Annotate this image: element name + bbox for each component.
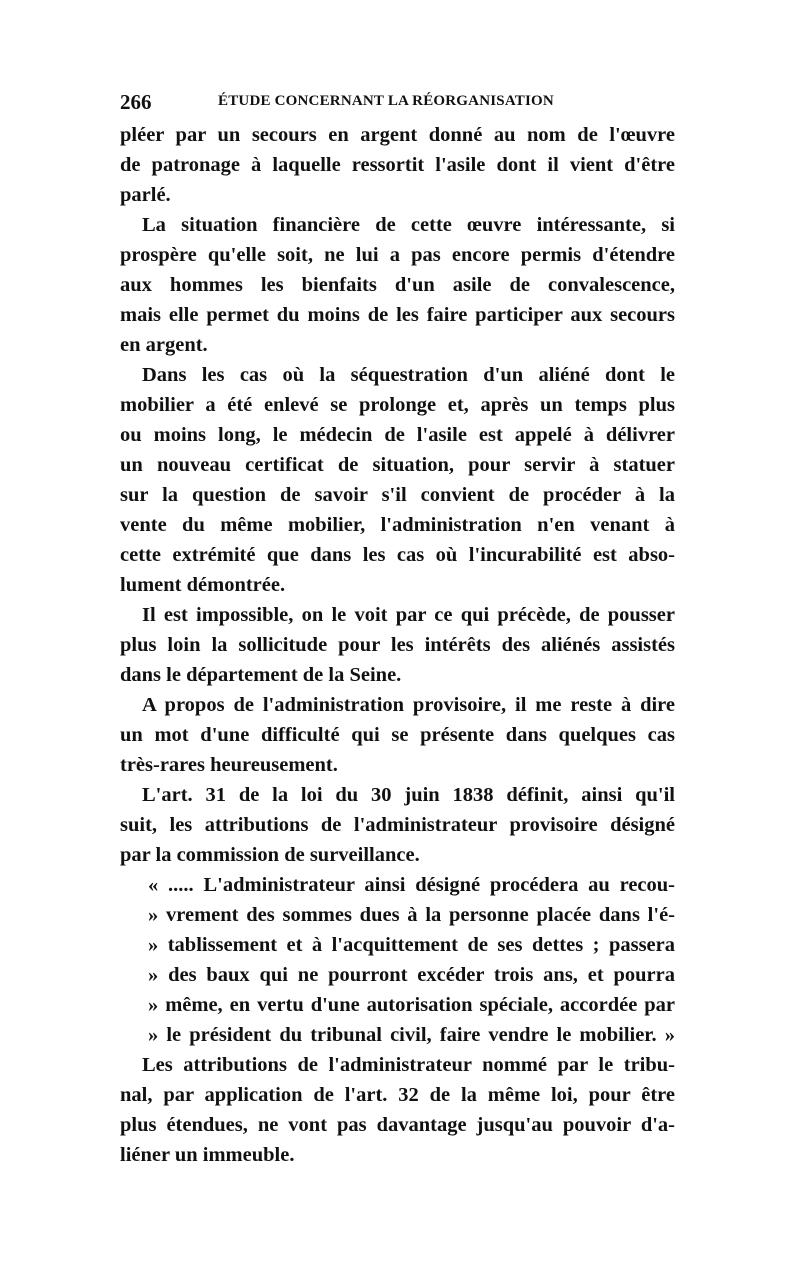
text-line: lument démontrée. xyxy=(120,574,286,596)
page-number: 266 xyxy=(120,90,152,114)
page-body xyxy=(120,120,675,1170)
quote-line: » le président du tribunal civil, faire vendre le mobilier. » xyxy=(148,1024,675,1046)
text-line: ou moins long, le médecin de l'asile est appelé à délivrer xyxy=(120,424,675,446)
text-line: mais elle permet du moins de les faire participer aux secours xyxy=(120,304,675,326)
text-line: mobilier a été enlevé se prolonge et, après un temps plus xyxy=(120,394,675,416)
text-line: nal, par application de l'art. 32 de la même loi, pour être xyxy=(120,1084,675,1106)
text-line: un nouveau certificat de situation, pour servir à statuer xyxy=(120,454,675,476)
quote-line: » même, en vertu d'une autorisation spéciale, accordée par xyxy=(148,994,675,1016)
text-line: par la commission de surveillance. xyxy=(120,844,420,866)
text-line: plus étendues, ne vont pas davantage jusqu'au pouvoir d'a- xyxy=(120,1114,675,1136)
text-line: parlé. xyxy=(120,184,171,206)
text-line: un mot d'une difficulté qui se présente dans quelques cas xyxy=(120,724,675,746)
paragraph-start-line: L'art. 31 de la loi du 30 juin 1838 définit, ainsi qu'il xyxy=(142,784,675,806)
paragraph-start-line: Les attributions de l'administrateur nommé par le tribu- xyxy=(142,1054,675,1076)
quote-line: » vrement des sommes dues à la personne placée dans l'é- xyxy=(148,904,675,926)
paragraph-start-line: Il est impossible, on le voit par ce qui précède, de pousser xyxy=(142,604,675,626)
text-line: suit, les attributions de l'administrateur provisoire désigné xyxy=(120,814,675,836)
quote-line: » tablissement et à l'acquittement de ses dettes ; passera xyxy=(148,934,675,956)
text-line: vente du même mobilier, l'administration n'en venant à xyxy=(120,514,675,536)
paragraph-start-line: La situation financière de cette œuvre intéressante, si xyxy=(142,214,675,236)
text-line: dans le département de la Seine. xyxy=(120,664,402,686)
quote-line: » des baux qui ne pourront excéder trois ans, et pourra xyxy=(148,964,675,986)
text-line: aux hommes les bienfaits d'un asile de convalescence, xyxy=(120,274,675,296)
quote-line: « ..... L'administrateur ainsi désigné procédera au recou- xyxy=(148,874,675,896)
text-line: plus loin la sollicitude pour les intérêts des aliénés assistés xyxy=(120,634,675,656)
text-line: cette extrémité que dans les cas où l'incurabilité est abso- xyxy=(120,544,675,566)
running-title: ÉTUDE CONCERNANT LA RÉORGANISATION xyxy=(218,93,554,109)
text-line: très-rares heureusement. xyxy=(120,754,338,776)
paragraph-start-line: A propos de l'administration provisoire, il me reste à dire xyxy=(142,694,675,716)
paragraph-start-line: Dans les cas où la séquestration d'un aliéné dont le xyxy=(142,364,675,386)
text-line: prospère qu'elle soit, ne lui a pas encore permis d'étendre xyxy=(120,244,675,266)
text-line: de patronage à laquelle ressortit l'asile dont il vient d'être xyxy=(120,154,675,176)
text-line: en argent. xyxy=(120,334,208,356)
page-header xyxy=(120,90,675,120)
text-line: liéner un immeuble. xyxy=(120,1144,295,1166)
text-line: pléer par un secours en argent donné au nom de l'œuvre xyxy=(120,124,675,146)
text-line: sur la question de savoir s'il convient de procéder à la xyxy=(120,484,675,506)
